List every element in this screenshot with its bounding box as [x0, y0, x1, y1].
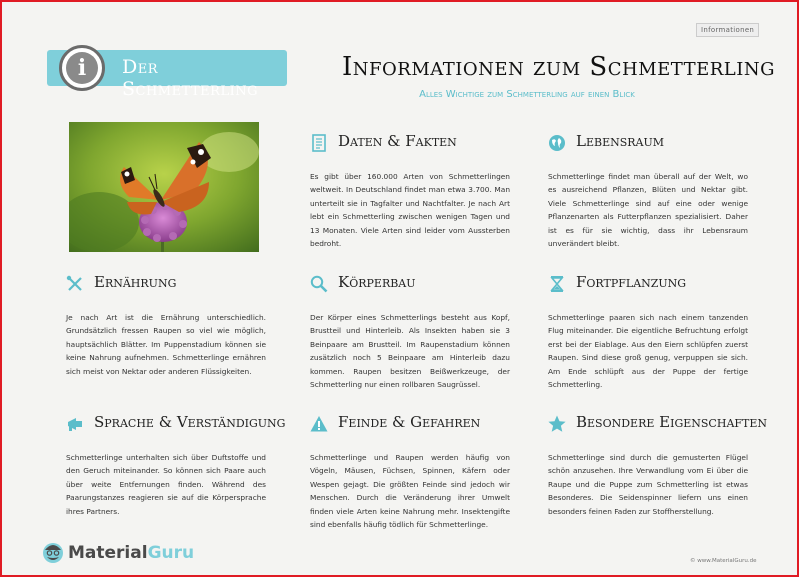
section-title: Besondere Eigenschaften — [576, 413, 768, 431]
section-daten-fakten — [310, 132, 510, 250]
section-text: Schmetterlinge unterhalten sich über Duftstoffe und den Geruch miteinander. So können sich Paare auch über weite Entfernungen finden. Während des Paarungstanzes reagieren sie auf die Körpersprache ihres Partners. — [66, 453, 266, 516]
guru-face-icon — [42, 542, 64, 564]
section-lebensraum — [548, 132, 748, 250]
section-text: Je nach Art ist die Ernährung unterschiedlich. Grundsätzlich fressen Raupen so viel wie möglich, hauptsächlich Blätter. Im Puppenstadium können sie keine Nahrung aufnehmen. Schmetterlinge ernähren sich meist von Nektar oder anderen Flüssigkeiten. — [66, 313, 266, 376]
ribbon-title: Der Schmetterling — [122, 56, 258, 100]
document-icon — [310, 134, 328, 152]
butterfly-photo — [69, 122, 259, 252]
section-text: Es gibt über 160.000 Arten von Schmetterlingen weltweit. In Deutschland findet man etwa 3.700. Man unterteilt sie in Tagfalter und Nachtfalter. Je nach Art lebt ein Schmetterling zwischen wenigen Tagen und 13 Monaten. Viele Arten sind leider vom Aussterben bedroht. — [310, 172, 510, 249]
section-feinde — [310, 413, 510, 531]
section-title: Sprache & Verständigung — [94, 413, 286, 431]
section-title: Fortpflanzung — [576, 273, 687, 291]
megaphone-icon — [66, 415, 84, 433]
copyright-text: © www.MaterialGuru.de — [690, 558, 757, 564]
logo-text: MaterialGuru — [68, 543, 195, 563]
section-title: Körperbau — [338, 273, 416, 291]
globe-icon — [548, 134, 566, 152]
section-text: Der Körper eines Schmetterlings besteht aus Kopf, Brustteil und Hinterleib. Als Insekten haben sie 3 Beinpaare am Brustteil. Im Raupenstadium können zusätzlich noch 5 Beinpaare am Hinterleib dazu kommen. Raupen besitzen Beißwerkzeuge, der Schmetterling nur einen rollbaren Saugrüssel. — [310, 313, 510, 390]
section-title: Daten & Fakten — [338, 132, 457, 150]
section-title: Ernährung — [94, 273, 177, 291]
section-text: Schmetterlinge und Raupen werden häufig von Vögeln, Mäusen, Füchsen, Spinnen, Käfern oder Wespen gejagt. Die größten Feinde sind jedoch wir Menschen. Durch die Veränderung ihrer Umwelt finden viele Arten keine Nahrung mehr. Insektengifte sind ebenfalls häufig tödlich für Schmetterlinge. — [310, 453, 510, 530]
section-eigenschaften — [548, 413, 768, 518]
section-title: Feinde & Gefahren — [338, 413, 481, 431]
section-text: Schmetterlinge sind durch die gemusterten Flügel schön anzusehen. Ihre Verwandlung vom Ei über die Raupe und die Puppe zum Schmetterling ist etwas Besonderes. Die Seidenspinner liefern uns einen besonders feinen Faden zur Stoffherstellung. — [548, 453, 748, 516]
section-text: Schmetterlinge findet man überall auf der Welt, wo es ausreichend Pflanzen, Blüten und Nektar gibt. Viele Schmetterlinge sind auf eine oder wenige Pflanzenarten als Futterpflanzen spezialisiert. Daher ist es für sie wichtig, dass ihr Lebensraum unverändert bleibt. — [548, 172, 748, 249]
star-icon — [548, 415, 566, 433]
hourglass-icon — [548, 275, 566, 293]
category-tag: Informationen — [696, 23, 759, 37]
utensils-icon — [66, 275, 84, 293]
page-subtitle: Alles Wichtige zum Schmetterling auf einen Blick — [419, 89, 635, 100]
section-sprache — [66, 413, 286, 518]
butterfly-image — [69, 122, 259, 252]
section-text: Schmetterlinge paaren sich nach einem tanzenden Flug miteinander. Die eigentliche Befruchtung erfolgt erst bei der Eiablage. Aus den Eiern schlüpfen zuerst Raupen. Sind diese groß genug, verpuppen sie sich. Am Ende schlüpft aus der Puppe der fertige Schmetterling. — [548, 313, 748, 390]
page-title: Informationen zum Schmetterling — [342, 52, 775, 82]
info-icon: i — [59, 45, 105, 91]
section-ernaehrung — [66, 273, 266, 378]
section-fortpflanzung — [548, 273, 748, 391]
magnifier-icon — [310, 275, 328, 293]
section-koerperbau — [310, 273, 510, 391]
section-title: Lebensraum — [576, 132, 665, 150]
warning-icon — [310, 415, 328, 433]
